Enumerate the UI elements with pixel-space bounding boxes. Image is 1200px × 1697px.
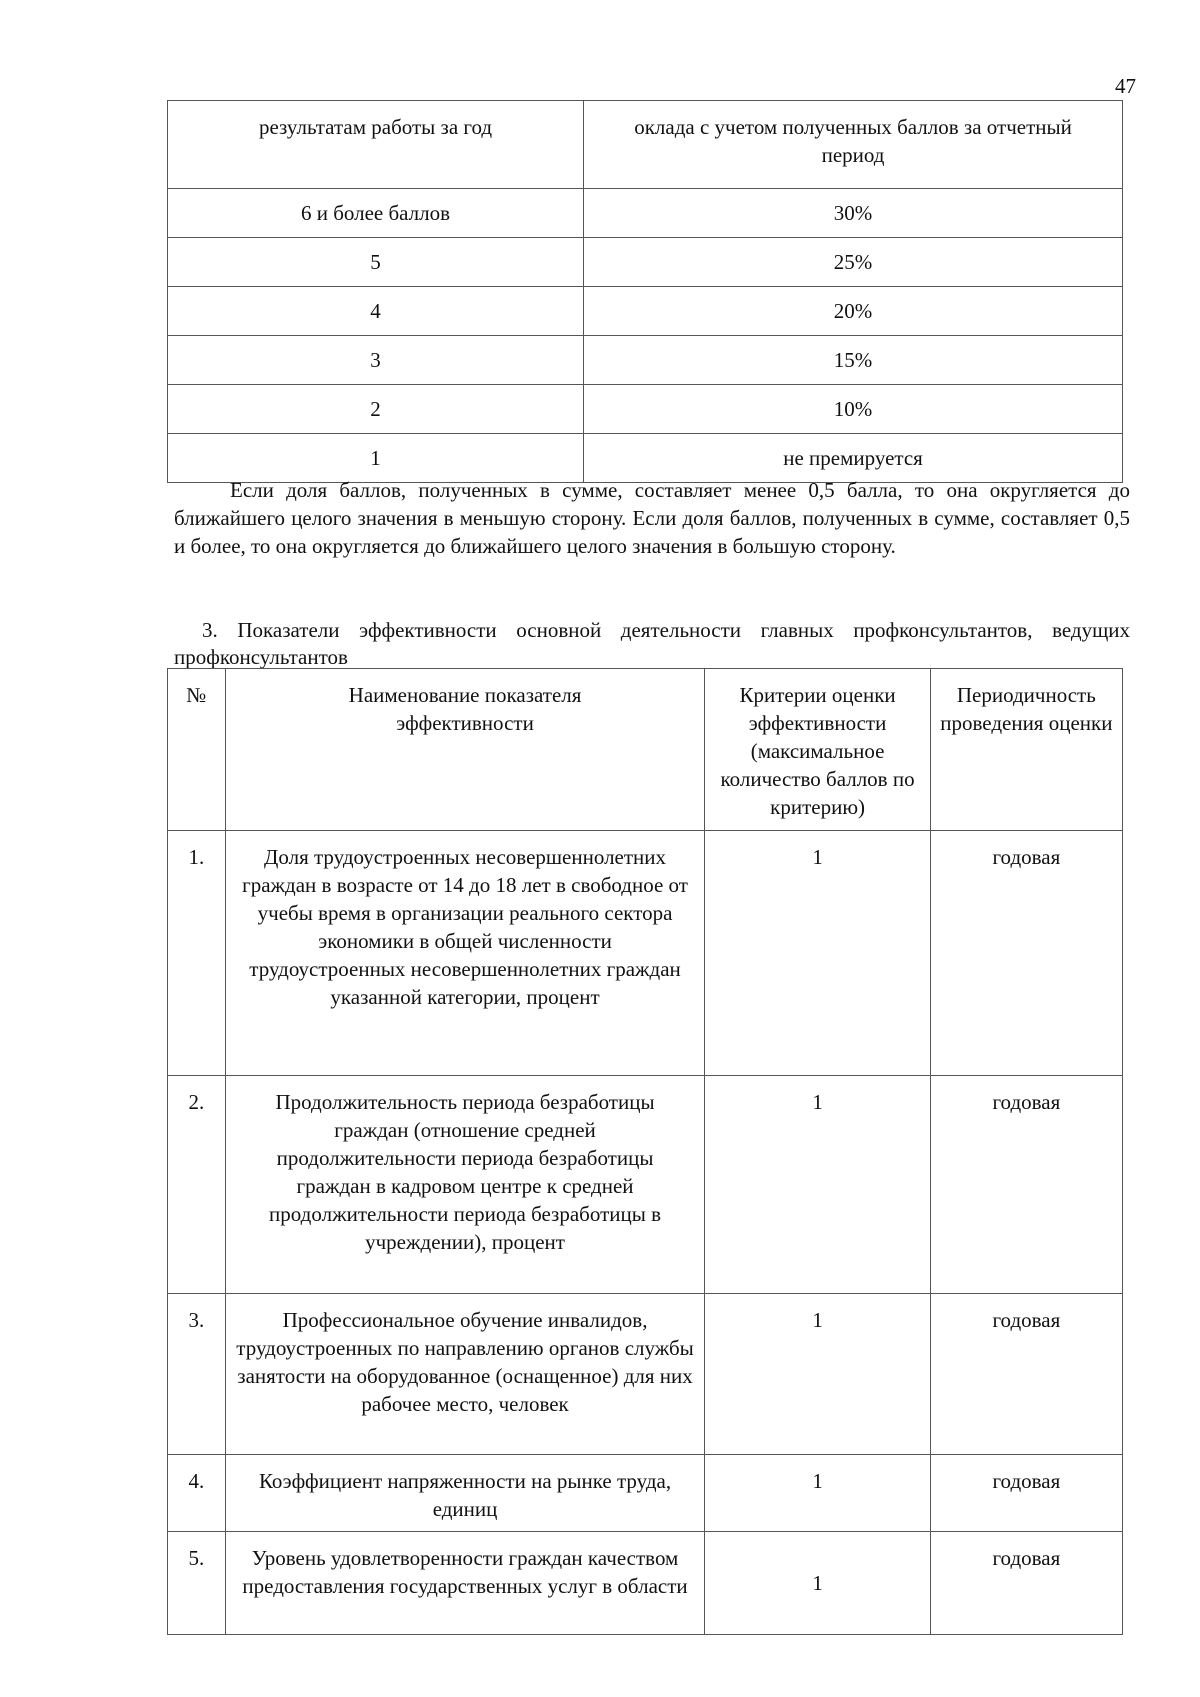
table-row xyxy=(168,385,1123,434)
bonus-percentage-table xyxy=(167,100,1123,483)
table-row xyxy=(168,287,1123,336)
table-header-cell: Критерии оценки эффективности (максимальное количество баллов по критерию) xyxy=(705,669,930,831)
table-cell: 2 xyxy=(168,385,584,434)
table-cell: 1 xyxy=(168,434,584,483)
table-cell: 1 xyxy=(705,1294,930,1455)
table-cell: 4 xyxy=(168,287,584,336)
rounding-rule-paragraph: Если доля баллов, полученных в сумме, составляет менее 0,5 балла, то она округляется до ближайшего целого значения в меньшую сторону. Если доля баллов, полученных в сумме, составляет 0,5 и более, то она округляется до ближайшего целого значения в большую сторону. xyxy=(174,478,1130,558)
table-cell: 10% xyxy=(584,385,1123,434)
table-cell: годовая xyxy=(930,1455,1122,1532)
table-header-row xyxy=(168,669,1123,831)
table-header-cell: оклада с учетом полученных баллов за отчетный период xyxy=(584,101,1123,189)
table-header-row xyxy=(168,101,1123,189)
table-header-cell: Наименование показателя эффективности xyxy=(225,669,705,831)
table-cell: годовая xyxy=(930,1076,1122,1294)
table-cell: 4. xyxy=(168,1455,226,1532)
table-row xyxy=(168,831,1123,1076)
table-cell: 1 xyxy=(705,1532,930,1635)
table-header-cell: результатам работы за год xyxy=(168,101,584,189)
table-cell: 3. xyxy=(168,1294,226,1455)
table-row xyxy=(168,1294,1123,1455)
table-cell: Коэффициент напряженности на рынке труда, единиц xyxy=(225,1455,705,1532)
table-cell: не премируется xyxy=(584,434,1123,483)
section-3-title: 3. Показатели эффективности основной деятельности главных профконсультантов, ведущих профконсультантов xyxy=(174,618,1130,669)
table-cell: 1 xyxy=(705,1455,930,1532)
table-row xyxy=(168,336,1123,385)
table-row xyxy=(168,1532,1123,1635)
table-cell: годовая xyxy=(930,831,1122,1076)
table-cell: 30% xyxy=(584,189,1123,238)
table-cell: годовая xyxy=(930,1532,1122,1635)
table-cell: 20% xyxy=(584,287,1123,336)
table-header-cell: № xyxy=(168,669,226,831)
table-cell: Профессиональное обучение инвалидов, трудоустроенных по направлению органов службы занятости на оборудованное (оснащенное) для них рабочее место, человек xyxy=(225,1294,705,1455)
table-cell: 6 и более баллов xyxy=(168,189,584,238)
table-row xyxy=(168,1455,1123,1532)
performance-indicators-table xyxy=(167,668,1123,1635)
table-header-cell: Периодичность проведения оценки xyxy=(930,669,1122,831)
table-cell: Уровень удовлетворенности граждан качеством предоставления государственных услуг в области xyxy=(225,1532,705,1635)
table-cell: 1. xyxy=(168,831,226,1076)
table-cell: 15% xyxy=(584,336,1123,385)
table-cell: Продолжительность периода безработицы граждан (отношение средней продолжительности периода безработицы граждан в кадровом центре к средней продолжительности периода безработицы в учреждении), процент xyxy=(225,1076,705,1294)
table-cell: 3 xyxy=(168,336,584,385)
table-cell: годовая xyxy=(930,1294,1122,1455)
table-cell: 1 xyxy=(705,831,930,1076)
table-cell: 25% xyxy=(584,238,1123,287)
table-cell: 5 xyxy=(168,238,584,287)
table-cell: Доля трудоустроенных несовершеннолетних граждан в возрасте от 14 до 18 лет в свободное от учебы время в организации реального сектора экономики в общей численности трудоустроенных несовершеннолетних граждан указанной категории, процент xyxy=(225,831,705,1076)
table-row xyxy=(168,238,1123,287)
table-cell: 5. xyxy=(168,1532,226,1635)
table-row xyxy=(168,1076,1123,1294)
page-number: 47 xyxy=(1115,74,1136,98)
table-row xyxy=(168,189,1123,238)
table-cell: 1 xyxy=(705,1076,930,1294)
table-cell: 2. xyxy=(168,1076,226,1294)
